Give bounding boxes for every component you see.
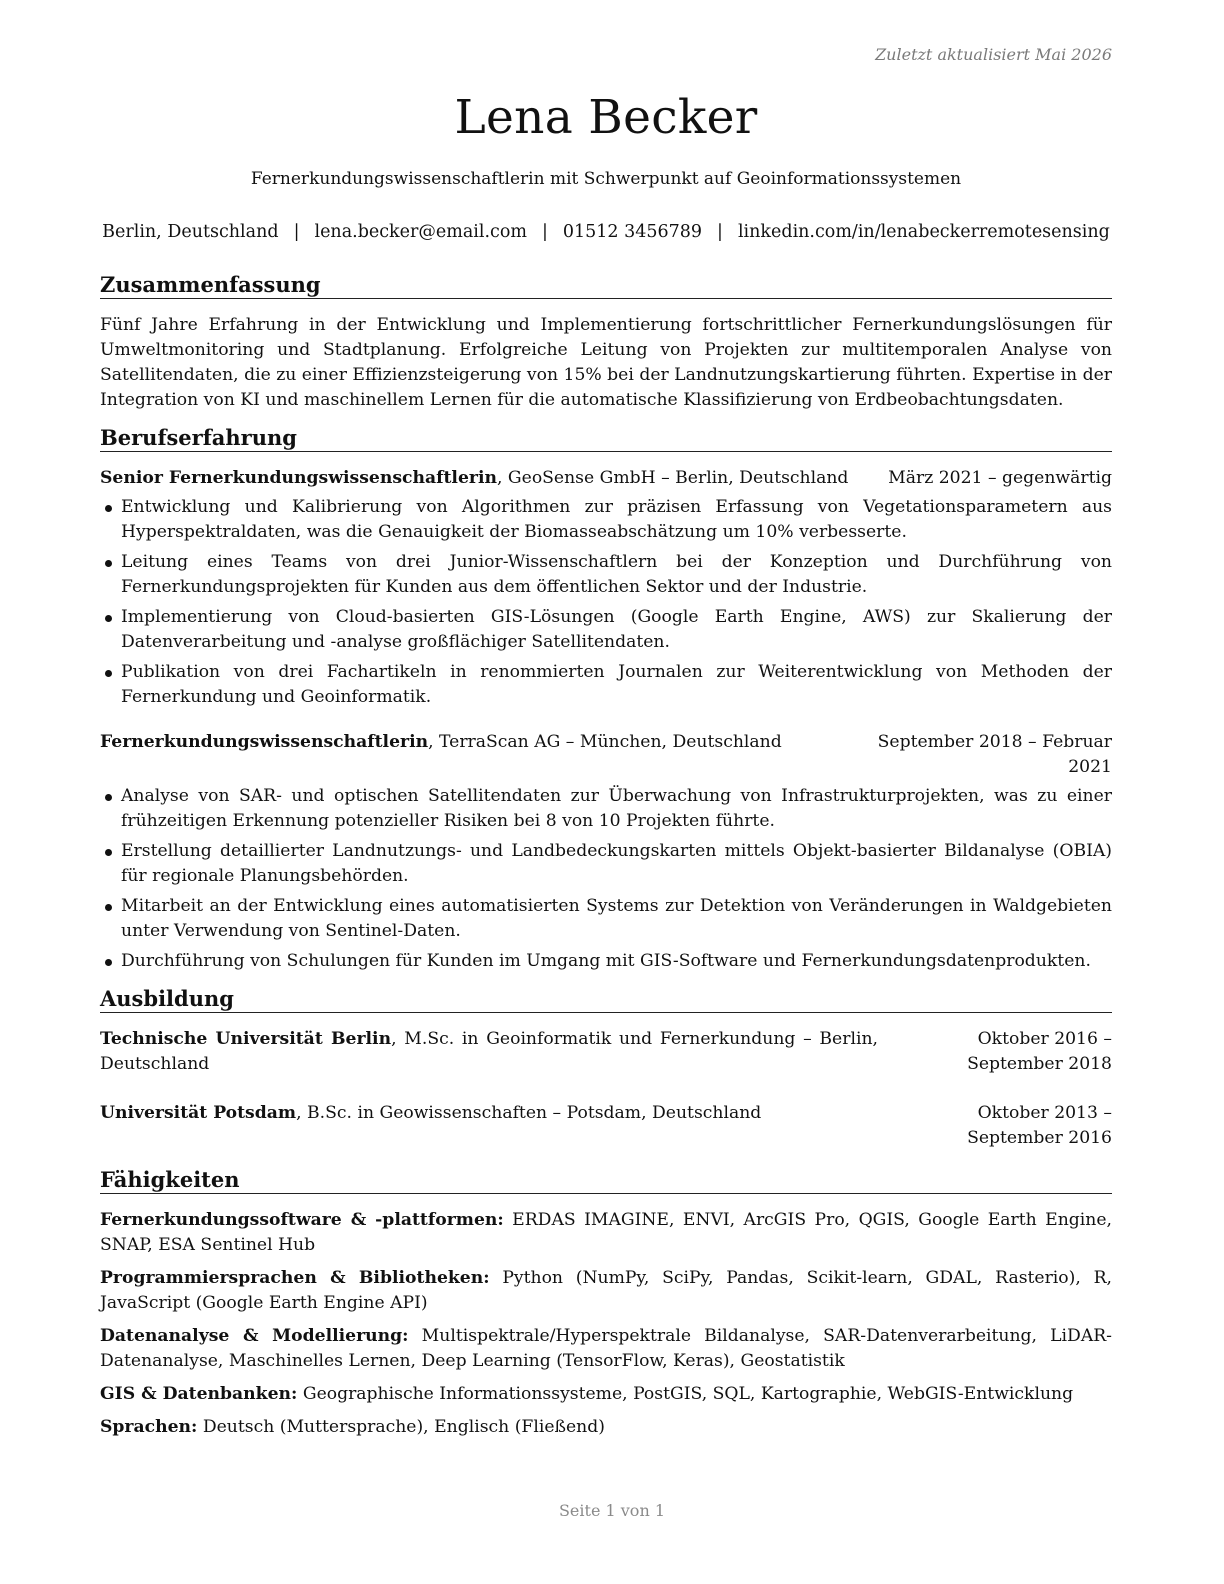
education-degree: , B.Sc. in Geowissenschaften – Potsdam, Deutschland xyxy=(296,1103,762,1123)
bullet-item: Analyse von SAR- und optischen Satellitendaten zur Überwachung von Infrastrukturprojekten, was zu einer frühzeitigen Erkennung potenzieller Risiken bei 8 von 10 Projekten führte. xyxy=(100,784,1112,834)
bullet-item: Erstellung detaillierter Landnutzungs- und Landbedeckungskarten mittels Objekt-basierter Bildanalyse (OBIA) für regionale Planungsbehörden. xyxy=(100,839,1112,889)
section-heading-experience: Berufserfahrung xyxy=(100,425,1112,452)
education-entry xyxy=(100,1101,1112,1151)
bullet-item: Entwicklung und Kalibrierung von Algorithmen zur präzisen Erfassung von Vegetationsparametern aus Hyperspektraldaten, was die Genauigkeit der Biomasseabschätzung um 10% verbesserte. xyxy=(100,495,1112,545)
education-entry xyxy=(100,1027,1112,1077)
skill-value: ERDAS IMAGINE, ENVI, ArcGIS Pro, QGIS, Google Earth Engine, SNAP, ESA Sentinel Hub xyxy=(100,1210,1113,1255)
bullet-item: Implementierung von Cloud-basierten GIS-Lösungen (Google Earth Engine, AWS) zur Skalierung der Datenverarbeitung und -analyse großflächiger Satellitendaten. xyxy=(100,605,1112,655)
skill-value: Multispektrale/Hyperspektrale Bildanalyse, SAR-Datenverarbeitung, LiDAR-Datenanalyse, Maschinelles Lernen, Deep Learning (TensorFlow, Keras), Geostatistik xyxy=(100,1326,1112,1371)
section-heading-education: Ausbildung xyxy=(100,986,1112,1013)
skill-row xyxy=(100,1415,1112,1440)
bullet-item: Publikation von drei Fachartikeln in renommierten Journalen zur Weiterentwicklung von Methoden der Fernerkundung und Geoinformatik. xyxy=(100,660,1112,710)
skill-row xyxy=(100,1266,1112,1316)
job-entry xyxy=(100,466,1112,710)
job-header xyxy=(100,466,1112,491)
tagline: Fernerkundungswissenschaftlerin mit Schwerpunkt auf Geoinformationssystemen xyxy=(250,169,962,189)
skill-label: Programmiersprachen & Bibliotheken: xyxy=(100,1268,490,1288)
skill-label: GIS & Datenbanken: xyxy=(100,1384,298,1404)
skill-value: Geographische Informationssysteme, PostGIS, SQL, Kartographie, WebGIS-Entwicklung xyxy=(297,1384,1074,1404)
skill-row xyxy=(100,1382,1112,1407)
summary-text: Fünf Jahre Erfahrung in der Entwicklung und Implementierung fortschrittlicher Fernerkundungslösungen für Umweltmonitoring und Stadtplanung. Erfolgreiche Leitung von Projekten zur multitemporalen Analyse von Satellitendaten, die zu einer Effizienzsteigerung von 15% bei der Landnutzungskartierung führten. Expertise in der Integration von KI und maschinellem Lernen für die automatische Klassifizierung von Erdbeobachtungsdaten. xyxy=(100,315,1112,410)
job-employer: , TerraScan AG – München, Deutschland xyxy=(428,732,782,752)
job-bullets xyxy=(100,784,1112,974)
contact-line xyxy=(90,220,1122,244)
resume-content xyxy=(100,272,1112,1448)
contact-email[interactable]: lena.becker@email.com xyxy=(314,222,527,242)
section-heading-skills: Fähigkeiten xyxy=(100,1167,1112,1194)
page-number: Seite 1 von 1 xyxy=(558,1501,666,1520)
section-heading-summary: Zusammenfassung xyxy=(100,272,1112,299)
bullet-item: Mitarbeit an der Entwicklung eines automatisierten Systems zur Detektion von Veränderungen in Waldgebieten unter Verwendung von Sentinel-Daten. xyxy=(100,894,1112,944)
skill-label: Sprachen: xyxy=(100,1417,198,1437)
education-school: Universität Potsdam xyxy=(100,1103,297,1123)
skill-row xyxy=(100,1208,1112,1258)
resume-page xyxy=(100,0,1112,1584)
job-dates: März 2021 – gegenwärtig xyxy=(888,468,1112,488)
skill-label: Fernerkundungssoftware & -plattformen: xyxy=(100,1210,504,1230)
job-bullets xyxy=(100,495,1112,710)
bullet-item: Durchführung von Schulungen für Kunden im Umgang mit GIS-Software und Fernerkundungsdatenprodukten. xyxy=(100,949,1112,974)
contact-phone: 01512 3456789 xyxy=(562,222,703,242)
education-dates: Oktober 2016 – September 2018 xyxy=(967,1029,1112,1074)
skill-label: Datenanalyse & Modellierung: xyxy=(100,1326,409,1346)
job-employer: , GeoSense GmbH – Berlin, Deutschland xyxy=(496,468,849,488)
contact-separator: | xyxy=(717,222,723,242)
last-updated: Zuletzt aktualisiert Mai 2026 xyxy=(875,45,1112,64)
candidate-name: Lena Becker xyxy=(454,90,758,145)
contact-location: Berlin, Deutschland xyxy=(102,222,279,242)
job-title: Senior Fernerkundungswissenschaftlerin xyxy=(100,468,497,488)
bullet-item: Leitung eines Teams von drei Junior-Wissenschaftlern bei der Konzeption und Durchführung von Fernerkundungsprojekten für Kunden aus dem öffentlichen Sektor und der Industrie. xyxy=(100,550,1112,600)
job-header xyxy=(100,730,1112,780)
skill-row xyxy=(100,1324,1112,1374)
contact-separator: | xyxy=(293,222,300,242)
contact-separator: | xyxy=(541,222,548,242)
contact-linkedin[interactable]: linkedin.com/in/lenabeckerremotesensing xyxy=(737,222,1110,242)
job-entry xyxy=(100,730,1112,974)
job-dates: September 2018 – Februar 2021 xyxy=(877,732,1112,777)
skill-value: Python (NumPy, SciPy, Pandas, Scikit-learn, GDAL, Rasterio), R, JavaScript (Google Earth Engine API) xyxy=(100,1268,1112,1313)
education-degree: , M.Sc. in Geoinformatik und Fernerkundung – Berlin, Deutschland xyxy=(100,1029,878,1074)
education-dates: Oktober 2013 – September 2016 xyxy=(967,1103,1112,1148)
education-school: Technische Universität Berlin xyxy=(100,1029,392,1049)
job-title: Fernerkundungswissenschaftlerin xyxy=(100,732,429,752)
skill-value: Deutsch (Muttersprache), Englisch (Fließend) xyxy=(197,1417,605,1437)
